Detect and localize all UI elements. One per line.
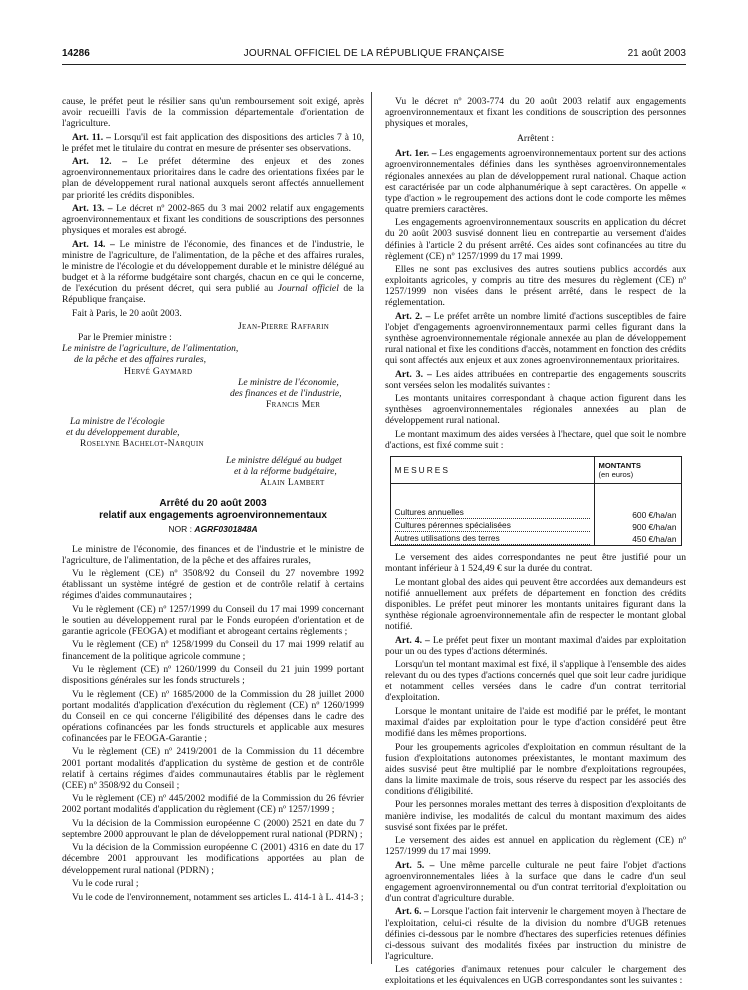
table-header-montants: MONTANTS (en euros): [594, 457, 681, 484]
signature-intro: Par le Premier ministre :: [78, 332, 172, 344]
minister-title: des finances et de l'industrie,: [230, 387, 342, 399]
visa: Vu le règlement (CE) nº 1258/1999 du Conseil du 17 mai 1999 relatif au financement de la politique agricole commune ;: [62, 639, 364, 662]
visa: Vu le règlement (CE) nº 1257/1999 du Conseil du 17 mai 1999 concernant le soutien au développement rural par le Fonds européen d'orientation et de garantie agricole (FEOGA) et modifiant et abrogeant certains règlements ;: [62, 603, 364, 637]
signature-name: Roselyne Bachelot-Narquin: [80, 438, 204, 450]
page-header: [62, 48, 686, 62]
signature-name: Alain Lambert: [260, 477, 325, 489]
article-3: Art. 3. – Les aides attribuées en contrepartie des engagements souscrits sont versées selon les modalités suivantes :: [385, 368, 686, 391]
article-2: Art. 2. – Le préfet arrête un nombre limité d'actions susceptibles de faire l'objet d'engagements agroenvironnementaux parmi celles figurant dans la synthèse agroenvironnementale régionale annexée au plan de développement rural national et fixe les conditions d'accès, notamment en fonction des crédits qui sont affectés aux enjeux et aux zones agroenvironnementaux prioritaires.: [385, 310, 686, 367]
table-cell-values: 600 €/ha/an 900 €/ha/an 450 €/ha/an: [594, 484, 681, 546]
paragraph: Le versement des aides est annuel en application du règlement (CE) nº 1257/1999 du 17 mai 1999.: [385, 835, 686, 858]
column-divider: [371, 92, 372, 964]
header-rule: [62, 64, 686, 65]
article-13: Art. 13. – Le décret nº 2002-865 du 3 mai 2002 relatif aux engagements agroenvironnementaux et fixant les conditions de souscriptions des personnes physiques et morales est abrogé.: [62, 203, 364, 237]
paragraph: Les montants unitaires correspondant à chaque action figurent dans les synthèses agroenvironnementales régionales annexées au plan de développement rural national.: [385, 393, 686, 427]
signature-prime-minister: Jean-Pierre Raffarin: [238, 321, 330, 333]
visa: Vu le code rural ;: [72, 878, 139, 890]
page-number: 14286: [62, 48, 90, 59]
minister-title: de la pêche et des affaires rurales,: [74, 354, 207, 366]
article-12: Art. 12. – Le préfet détermine des enjeux et des zones agroenvironnementaux prioritaires dans le cadre des orientations fixées par le plan de développement rural national auxquels seront affectés annuellement par priorité les crédits disponibles.: [62, 156, 364, 201]
signature-date: Fait à Paris, le 20 août 2003.: [72, 307, 182, 319]
left-column: [62, 96, 364, 905]
minister-title: Le ministre délégué au budget: [226, 455, 342, 467]
visa: Vu la décision de la Commission européenne C (2001) 4316 en date du 17 décembre 2001 approuvant les modifications apportées au plan de développement rural national (PDRN) ;: [62, 842, 364, 876]
issue-date: 21 août 2003: [627, 48, 686, 59]
paragraph: Le montant global des aides qui peuvent être accordées aux demandeurs est notifié annuellement aux préfets de département en fonction des crédits disponibles. Le préfet peut minorer les montants unitaires figurant dans la synthèse régionale agroenvironnementale afin de respecter le montant global notifié.: [385, 576, 686, 633]
minister-title: et à la réforme budgétaire,: [234, 466, 337, 478]
table-row: [390, 484, 681, 546]
article-6: Art. 6. – Lorsque l'action fait intervenir le chargement moyen à l'hectare de l'exploitation, celui-ci résulte de la division du nombre d'UGB retenues définies ci-dessous par le nombre d'hectares des superficies retenues définies ci-dessous suivant des modalités fixées par instruction du ministre de l'agriculture.: [385, 906, 686, 962]
table-header-mesures: MESURES: [390, 457, 594, 484]
minister-title: Le ministre de l'économie,: [238, 376, 339, 388]
paragraph: Lorsque le montant unitaire de l'aide est modifié par le préfet, le montant maximal d'aides par exploitation pour le type d'action considéré peut être modifié dans les mêmes proportions.: [385, 705, 686, 740]
article-11: Art. 11. – Lorsqu'il est fait application des dispositions des articles 7 à 10, le préfet met le titulaire du contrat en mesure de présenter ses observations.: [62, 131, 364, 154]
visa: Vu le règlement (CE) nº 1260/1999 du Conseil du 21 juin 1999 portant dispositions générales sur les fonds structurels ;: [62, 664, 364, 687]
visa: Vu le règlement (CE) nº 1685/2000 de la Commission du 28 juillet 2000 portant modalités d'application d'exécution du règlement (CE) nº 1260/1999 du Conseil en ce qui concerne l'éligibilité des dépenses dans le cadre des opérations cofinancées par les fonds structurels et applicable aux mesures cofinancées par le FEOGA-Garantie ;: [62, 688, 364, 744]
visa: Vu la décision de la Commission européenne C (2000) 2521 en date du 7 septembre 2000 approuvant le plan de développement rural national (PDRN) ;: [62, 817, 364, 840]
table-cell-labels: Cultures annuelles Cultures pérennes spécialisées Autres utilisations des terres: [390, 484, 594, 546]
article-5: Art. 5. – Une même parcelle culturale ne peut faire l'objet d'actions agroenvironnementales liées à la surface que dans le cadre d'un seul engagement agroenvironnemental ou d'un contrat territorial d'exploitation ou d'un contrat d'agriculture durable.: [385, 859, 686, 904]
signature-name: Hervé Gaymard: [124, 365, 193, 377]
arrete-title: Arrêté du 20 août 2003 relatif aux engagements agroenvironnementaux: [99, 498, 327, 522]
article-1: Art. 1er. – Les engagements agroenvironnementaux portent sur des actions agroenvironnementales définies dans les synthèses agroenvironnementales régionales annexées au plan de développement rural national. Chaque action est caractérisée par un code alphanumérique à sept caractères. On appelle « type d'action » le regroupement des actions dont le code comporte les mêmes quatre premiers caractères.: [385, 148, 686, 215]
amounts-table: [390, 456, 682, 546]
visa: Vu le règlement (CE) nº 445/2002 modifié de la Commission du 26 février 2002 portant modalités d'application du règlement (CE) nº 1257/1999 ;: [62, 793, 364, 816]
preamble: Le ministre de l'économie, des finances et de l'industrie et le ministre de l'agriculture, de l'alimentation, de la pêche et des affaires rurales,: [62, 543, 364, 566]
paragraph: cause, le préfet peut le résilier sans qu'un remboursement soit exigé, après avoir recueilli l'avis de la commission départementale d'orientation de l'agriculture.: [62, 96, 364, 130]
signature-name: Francis Mer: [266, 398, 321, 410]
visa: Vu le décret nº 2003-774 du 20 août 2003 relatif aux engagements agroenvironnementaux et fixant les conditions de souscription des personnes physiques et morales,: [385, 96, 686, 130]
paragraph: Lorsqu'un tel montant maximal est fixé, il s'applique à l'ensemble des aides relevant du ou des types d'actions concernés quel que soit leur cadre juridique et notamment celles versées dans le cadre d'un contrat territorial d'exploitation.: [385, 659, 686, 704]
minister-title: Le ministre de l'agriculture, de l'alimentation,: [62, 343, 239, 355]
paragraph: Les catégories d'animaux retenues pour calculer le chargement des exploitations et les équivalences en UGB correspondantes sont les suivantes :: [385, 964, 686, 987]
nor-reference: NOR : AGRF0301848A: [168, 524, 258, 535]
visa: Vu le règlement (CE) nº 3508/92 du Conseil du 27 novembre 1992 établissant un système intégré de gestion et de contrôle relatif à certains régimes d'aides communautaires ;: [62, 568, 364, 602]
table-header-row: [390, 457, 681, 484]
visa: Vu le règlement (CE) nº 2419/2001 de la Commission du 11 décembre 2001 portant modalités d'application du système de gestion et de contrôle relatif à certains régimes d'aides communautaires établis par le règlement (CEE) nº 3508/92 du Conseil ;: [62, 746, 364, 791]
article-4: Art. 4. – Le préfet peut fixer un montant maximal d'aides par exploitation pour un ou des types d'actions déterminés.: [385, 634, 686, 657]
article-14: Art. 14. – Le ministre de l'économie, des finances et de l'industrie, le ministre de l'agriculture, de l'alimentation, de la pêche et des affaires rurales, le ministre de l'écologie et du développement durable et le ministre délégué au budget et à la réforme budgétaire sont chargés, chacun en ce qui le concerne, de l'exécution du présent décret, qui sera publié au Journal officiel de la République française.: [62, 238, 364, 306]
paragraph: Pour les groupements agricoles d'exploitation en commun résultant de la fusion d'exploitations autonomes préexistantes, le montant maximum des aides susvisé peut être multiplié par le nombre d'exploitations regroupées, dans la limite maximale de trois, sous réserve du respect par les associés des conditions d'éligibilité.: [385, 741, 686, 797]
paragraph: Les engagements agroenvironnementaux souscrits en application du décret du 20 août 2003 susvisé donnent lieu en contrepartie au versement d'aides définies à l'article 2 du présent arrêté. Ces aides sont cofinancées au titre du règlement (CE) nº 1257/1999 du 17 mai 1999.: [385, 217, 686, 262]
paragraph: Le versement des aides correspondantes ne peut être justifié pour un montant inférieur à 1 524,49 € sur la durée du contrat.: [385, 552, 686, 575]
paragraph: Pour les personnes morales mettant des terres à disposition d'exploitants de manière indivise, les modalités de calcul du montant maximum des aides susvisé sont fixées par le préfet.: [385, 799, 686, 833]
minister-title: La ministre de l'écologie: [70, 415, 165, 427]
paragraph: Le montant maximum des aides versées à l'hectare, quel que soit le nombre d'actions, est fixé comme suit :: [385, 428, 686, 452]
visa: Vu le code de l'environnement, notamment ses articles L. 414-1 à L. 414-3 ;: [72, 891, 364, 903]
paragraph: Elles ne sont pas exclusives des autres soutiens publics accordés aux exploitants agricoles, y compris au titre des mesures du règlement (CE) nº 1257/1999 non visées dans le présent arrêté, dans le respect de la réglementation.: [385, 264, 686, 309]
journal-title: JOURNAL OFFICIEL DE LA RÉPUBLIQUE FRANÇAISE: [243, 48, 505, 59]
right-column: [385, 96, 686, 989]
arretent: Arrêtent :: [516, 133, 555, 145]
minister-title: et du développement durable,: [66, 426, 180, 438]
